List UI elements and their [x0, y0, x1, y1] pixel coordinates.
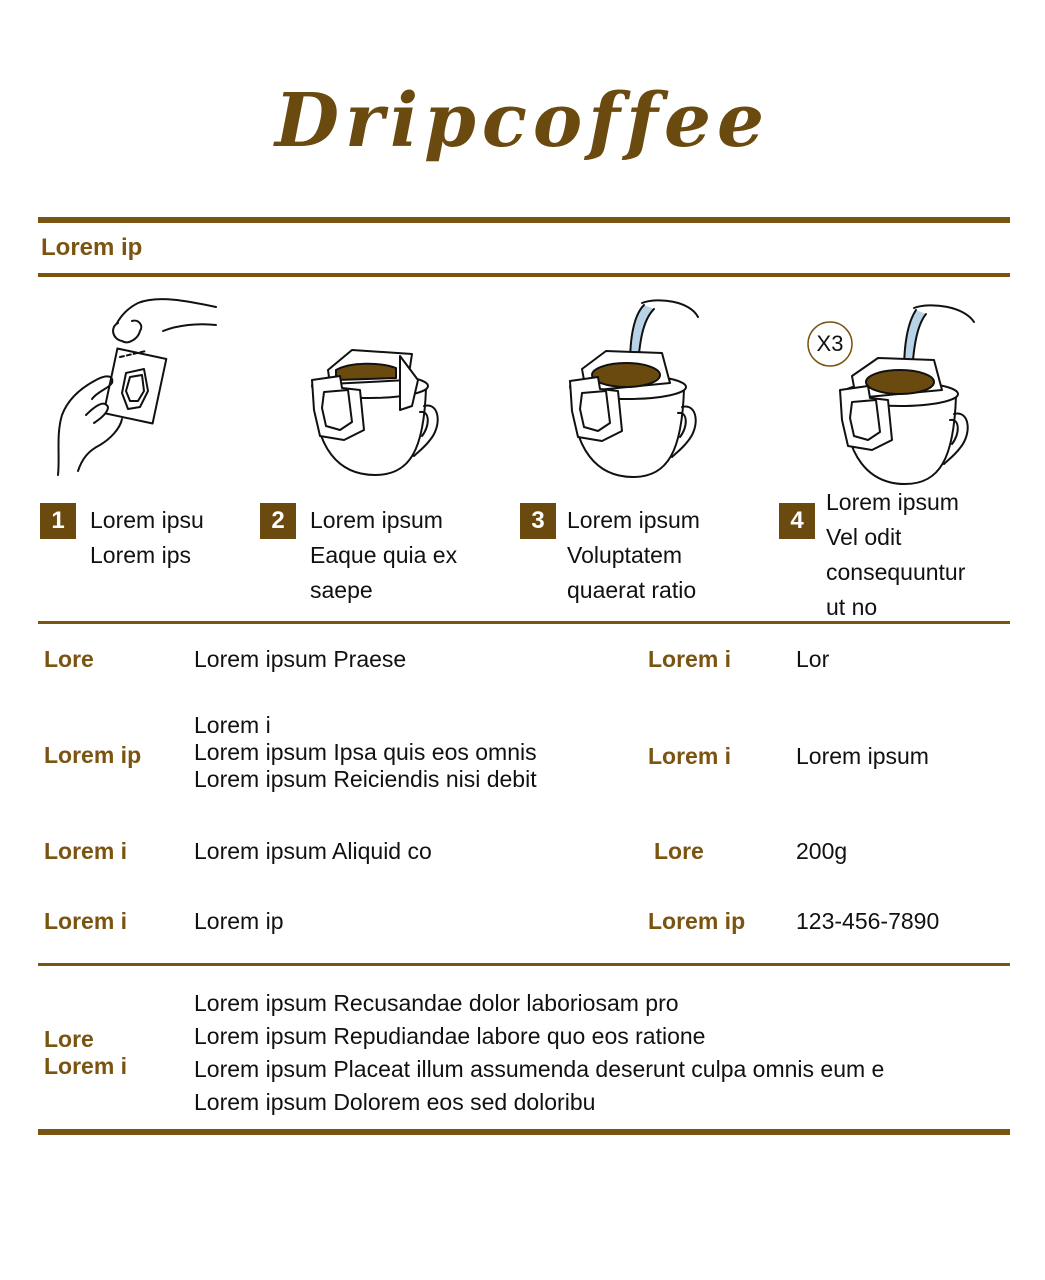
- info-row-4-key-1: Lorem i: [44, 908, 128, 934]
- step-4-line-3: consequuntur: [826, 559, 966, 585]
- header-label: Lorem ip: [41, 234, 143, 261]
- step-4-text: [826, 485, 965, 625]
- repeat-pour-illustration: [800, 300, 980, 490]
- info-row-3-key-2: Lore: [654, 838, 704, 864]
- info-row-2-value-line-2: Lorem ipsum Ipsa quis eos omnis: [194, 739, 537, 765]
- steps-rule: [38, 621, 1010, 624]
- bottom-rule: [38, 1129, 1010, 1135]
- info-rule: [38, 963, 1010, 966]
- top-rule: [38, 217, 1010, 223]
- notes-key-line-1: Lore: [44, 1026, 94, 1052]
- step-4-number: 4: [779, 503, 815, 539]
- notes-line-4: Lorem ipsum Dolorem eos sed doloribu: [194, 1089, 596, 1115]
- step-4-line-4: ut no: [826, 594, 878, 620]
- step-2-line-3: saepe: [310, 577, 373, 603]
- open-bag-illustration: [48, 295, 228, 480]
- step-3-text: [567, 503, 700, 608]
- step-2-line-1: Lorem ipsum: [310, 507, 443, 533]
- info-row-4-value-2: 123-456-7890: [796, 908, 940, 934]
- notes-line-2: Lorem ipsum Repudiandae labore quo eos ratione: [194, 1023, 706, 1049]
- notes-key-line-2: Lorem i: [44, 1053, 128, 1079]
- step-1-text: [90, 503, 204, 573]
- info-row-2-key-2: Lorem i: [648, 743, 732, 769]
- info-row-3-value-1: Lorem ipsum Aliquid co: [194, 838, 432, 864]
- header-rule: [38, 273, 1010, 277]
- pour-water-illustration: [558, 295, 708, 485]
- info-row-4-value-1: Lorem ip: [194, 908, 284, 934]
- notes-lines: [194, 987, 884, 1119]
- step-3-line-3: quaerat ratio: [567, 577, 697, 603]
- info-row-1-value-2: Lor: [796, 646, 830, 672]
- info-row-3-value-2: 200g: [796, 838, 848, 864]
- info-row-3-key-1: Lorem i: [44, 838, 128, 864]
- info-row-2-value-line-3: Lorem ipsum Reiciendis nisi debit: [194, 766, 537, 792]
- step-3-line-1: Lorem ipsum: [567, 507, 700, 533]
- step-2-number: 2: [260, 503, 296, 539]
- step-1-line-1: Lorem ipsu: [90, 507, 204, 533]
- step-2-line-2: Eaque quia ex: [310, 542, 458, 568]
- step-2-text: [310, 503, 457, 608]
- info-row-2-value-1: [194, 712, 537, 793]
- step-3-number: 3: [520, 503, 556, 539]
- repeat-badge: X3: [816, 331, 844, 356]
- info-row-2-value-2: Lorem ipsum: [796, 743, 929, 769]
- step-4-line-1: Lorem ipsum: [826, 489, 959, 515]
- info-row-1-value-1: Lorem ipsum Praese: [194, 646, 407, 672]
- info-row-2-value-line-1: Lorem i: [194, 712, 271, 738]
- step-1-line-2: Lorem ips: [90, 542, 191, 568]
- info-row-1-key-2: Lorem i: [648, 646, 732, 672]
- step-3-line-2: Voluptatem: [567, 542, 683, 568]
- info-row-2-key-1: Lorem ip: [44, 742, 142, 768]
- step-4-line-2: Vel odit: [826, 524, 902, 550]
- info-row-1-key-1: Lore: [44, 646, 94, 672]
- notes-line-1: Lorem ipsum Recusandae dolor laboriosam pro: [194, 990, 679, 1016]
- notes-key: [44, 1026, 127, 1080]
- hang-bag-illustration: [300, 340, 450, 485]
- step-1-number: 1: [40, 503, 76, 539]
- info-row-4-key-2: Lorem ip: [648, 908, 746, 934]
- notes-line-3: Lorem ipsum Placeat illum assumenda deserunt culpa omnis eum e: [194, 1056, 885, 1082]
- brand-title: Dripcoffee: [274, 78, 771, 164]
